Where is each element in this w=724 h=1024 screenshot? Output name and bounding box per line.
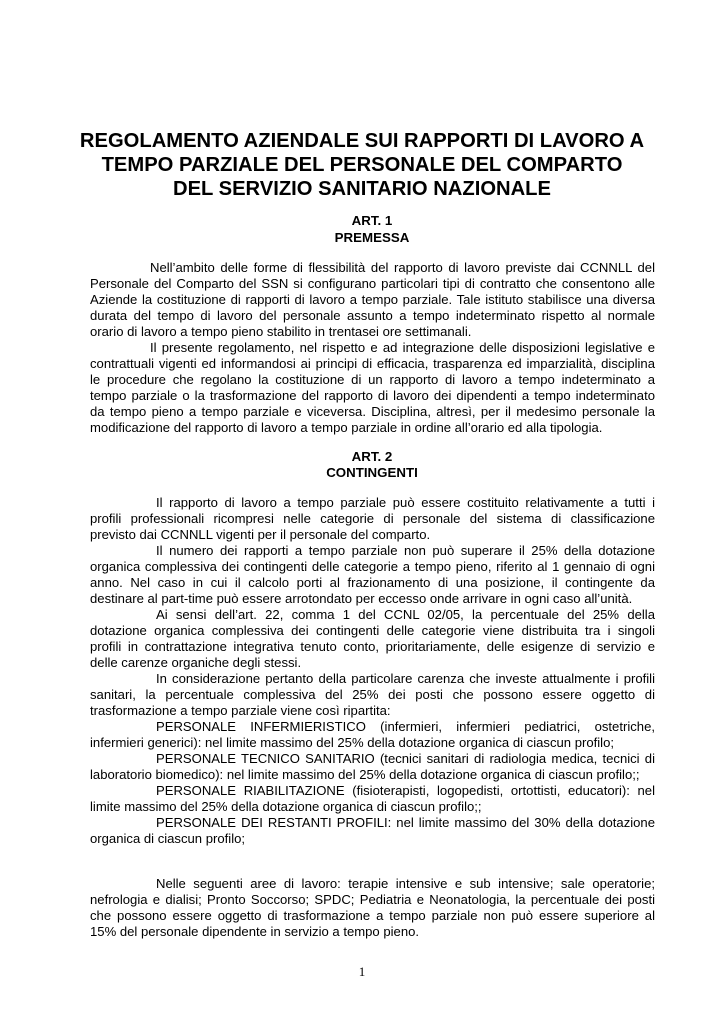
paragraph-line: organica di ciascun profilo; bbox=[90, 831, 246, 846]
paragraph-line: profili professionali ricompresi nelle categorie di personale del sistema di classificazione bbox=[90, 511, 655, 526]
art2-heading: CONTINGENTI bbox=[326, 465, 418, 480]
paragraph-line: durata del tempo di lavoro del personale assunto a tempo indeterminato rispetto al normale bbox=[90, 308, 655, 323]
paragraph-line: anno. Nel caso in cui il calcolo porti al frazionamento di una posizione, il contingente da bbox=[90, 575, 655, 590]
paragraph-line: Il numero dei rapporti a tempo parziale non può superare il 25% della dotazione bbox=[156, 543, 655, 558]
title-line-1: REGOLAMENTO AZIENDALE SUI RAPPORTI DI LAVORO A bbox=[79, 130, 645, 152]
paragraph-line: trasformazione a tempo parziale viene così ripartita: bbox=[90, 703, 391, 718]
paragraph-line: profili in contrattazione integrativa tenuto conto, prioritariamente, delle esigenze di servizio e bbox=[90, 639, 655, 654]
art2-number: ART. 2 bbox=[351, 449, 393, 464]
paragraph-line: In considerazione pertanto della particolare carenza che investe attualmente i profili bbox=[156, 671, 655, 686]
paragraph-line: destinare al part-time può essere arrotondato per eccesso onde arrivare in ogni caso all’unità. bbox=[90, 591, 633, 606]
paragraph-line: Personale del Comparto del SSN si configurano particolari tipi di contratto che consentono alle bbox=[90, 276, 655, 291]
paragraph-line: Aziende la costituzione di rapporti di lavoro a tempo parziale. Tale istituto stabilisce una diversa bbox=[90, 292, 655, 307]
paragraph-line: dotazione organica complessiva dei contingenti delle categorie viene distribuita tra i singoli bbox=[90, 623, 655, 638]
paragraph-line: Nelle seguenti aree di lavoro: terapie intensive e sub intensive; sale operatorie; bbox=[156, 876, 655, 891]
title-line-2: TEMPO PARZIALE DEL PERSONALE DEL COMPARTO bbox=[101, 154, 623, 176]
paragraph-line: da tempo pieno a tempo parziale e viceversa. Disciplina, altresì, per il medesimo personale la bbox=[90, 404, 655, 419]
paragraph-line: PERSONALE DEI RESTANTI PROFILI: nel limite massimo del 30% della dotazione bbox=[156, 815, 655, 830]
title-line-3: DEL SERVIZIO SANITARIO NAZIONALE bbox=[173, 178, 551, 200]
paragraph-line: le procedure che regolano la costituzione di un rapporto di lavoro a tempo indeterminato a bbox=[90, 372, 655, 387]
paragraph-line: 15% del personale dipendente in servizio a tempo pieno. bbox=[90, 924, 420, 939]
paragraph-line: Nell’ambito delle forme di flessibilità del rapporto di lavoro previste dai CCNNLL del bbox=[150, 260, 655, 275]
paragraph-line: che possono essere oggetto di trasformazione a tempo parziale non può essere superiore al bbox=[90, 908, 655, 923]
paragraph-line: limite massimo del 25% della dotazione organica di ciascun profilo;; bbox=[90, 799, 482, 814]
paragraph-line: Il presente regolamento, nel rispetto e ad integrazione delle disposizioni legislative e bbox=[150, 340, 655, 355]
art1-heading: PREMESSA bbox=[334, 230, 410, 245]
paragraph-line: organica complessiva dei contingenti delle categorie a tempo pieno, riferito al 1 gennaio di ogni bbox=[90, 559, 655, 574]
paragraph-line: laboratorio biomedico): nel limite massimo del 25% della dotazione organica di ciascun profilo;; bbox=[90, 767, 640, 782]
paragraph-line: PERSONALE INFERMIERISTICO (infermieri, infermieri pediatrici, ostetriche, bbox=[156, 719, 655, 734]
paragraph-line: nefrologia e dialisi; Pronto Soccorso; SPDC; Pediatria e Neonatologia, la percentuale dei posti bbox=[90, 892, 655, 907]
paragraph-line: contrattuali vigenti ed informandosi ai principi di efficacia, trasparenza ed imparzialità, disciplina bbox=[90, 356, 655, 371]
paragraph-line: Ai sensi dell’art. 22, comma 1 del CCNL 02/05, la percentuale del 25% della bbox=[156, 607, 655, 622]
paragraph-line: previsto dai CCNNLL vigenti per il personale del comparto. bbox=[90, 527, 431, 542]
paragraph-line: modificazione del rapporto di lavoro a tempo parziale in ordine all’orario ed alla tipologia. bbox=[90, 420, 603, 435]
art1-number: ART. 1 bbox=[351, 213, 393, 228]
paragraph-line: infermieri generici): nel limite massimo del 25% della dotazione organica di ciascun profilo; bbox=[90, 735, 614, 750]
paragraph-line: Il rapporto di lavoro a tempo parziale può essere costituito relativamente a tutti i bbox=[156, 495, 655, 510]
paragraph-line: orario di lavoro a tempo pieno stabilito in trentasei ore settimanali. bbox=[90, 324, 472, 339]
paragraph-line: delle carenze organiche degli stessi. bbox=[90, 655, 302, 670]
paragraph-line: PERSONALE RIABILITAZIONE (fisioterapisti, logopedisti, ortottisti, educatori): nel bbox=[156, 783, 655, 798]
paragraph-line: tempo parziale o la trasformazione del rapporto di lavoro dei dipendenti a tempo indeterminato bbox=[90, 388, 655, 403]
paragraph-line: PERSONALE TECNICO SANITARIO (tecnici sanitari di radiologia medica, tecnici di bbox=[156, 751, 655, 766]
document-title bbox=[60, 129, 664, 201]
page-number: 1 bbox=[358, 964, 366, 979]
paragraph-line: sanitari, la percentuale complessiva del 25% dei posti che possono essere oggetto di bbox=[90, 687, 655, 702]
